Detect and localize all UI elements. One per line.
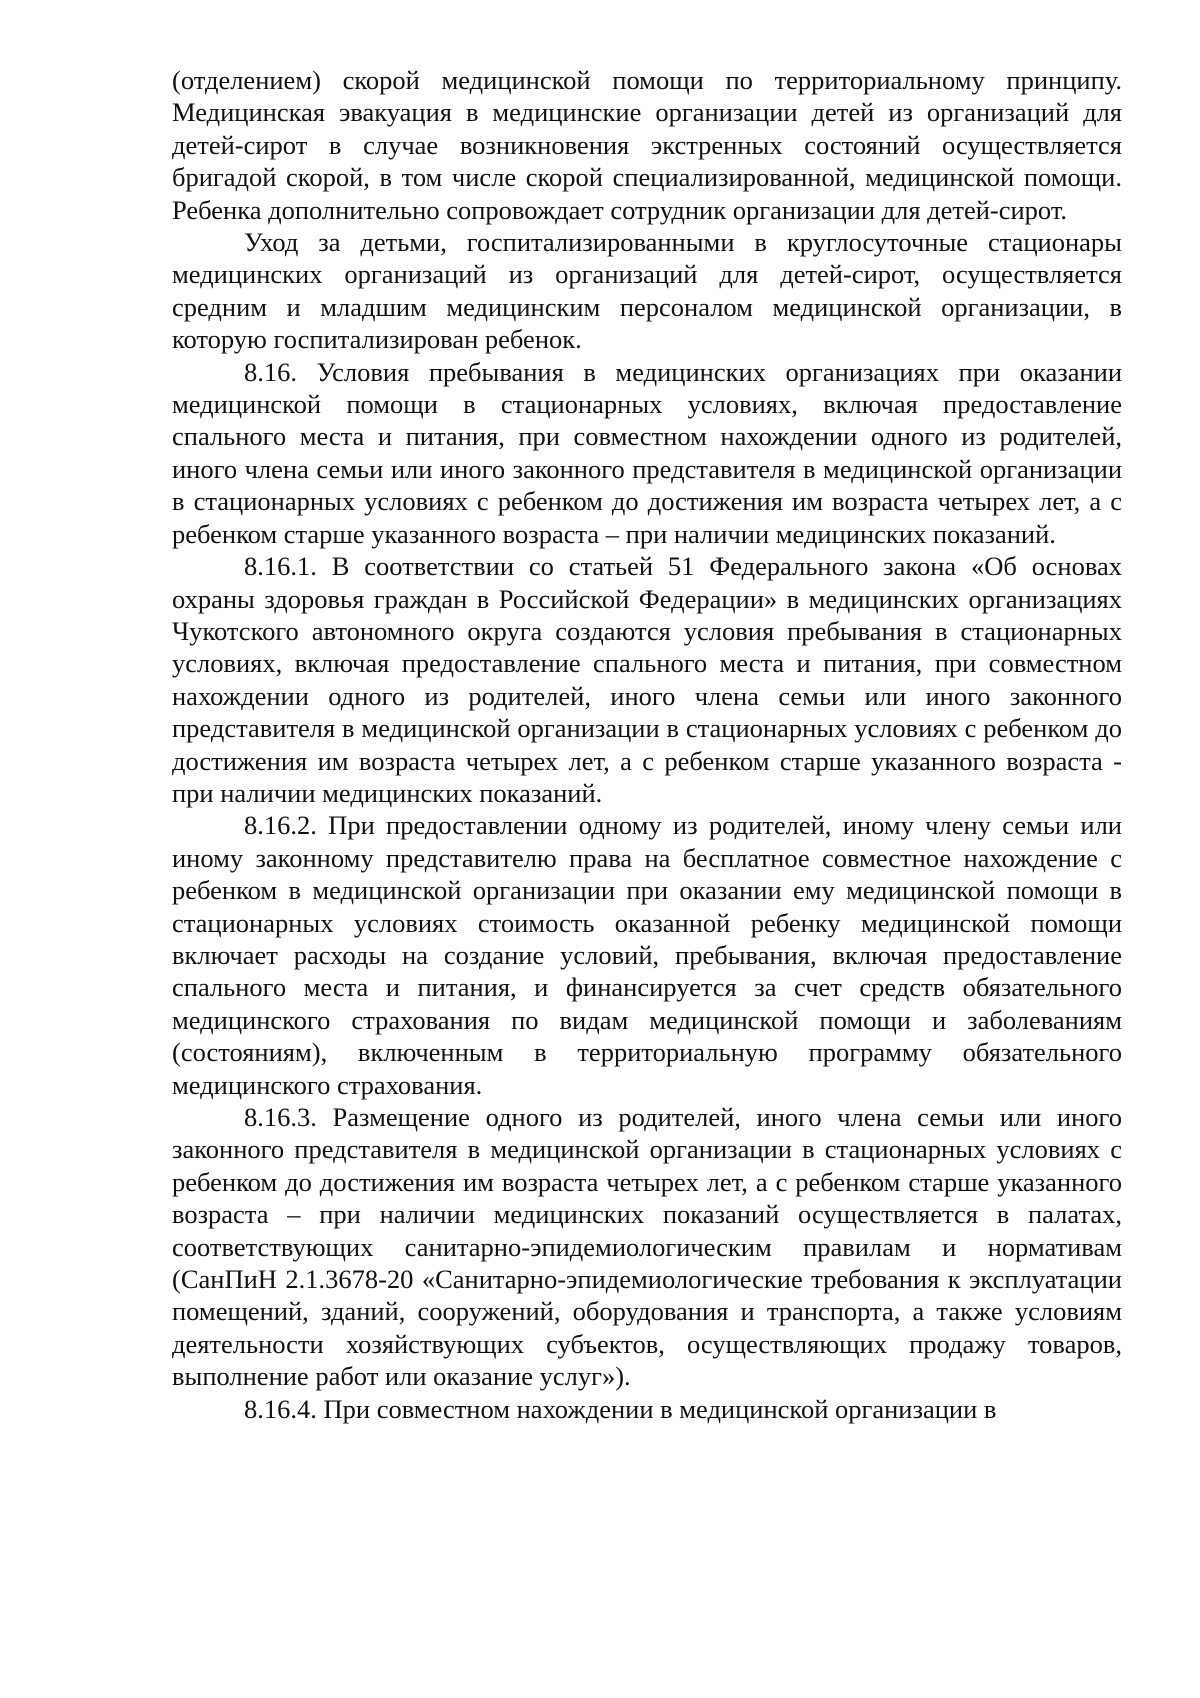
paragraph-8-16-4: 8.16.4. При совместном нахождении в медицинской организации в <box>244 1393 997 1424</box>
paragraph-8-16-1: 8.16.1. В соответствии со статьей 51 Федерального закона «Об основах охраны здоровья граждан в Российской Федерации» в медицинских организациях Чукотского автономного округа создаются условия пребывания в стационарных условиях, включая предоставление спального места и питания, при совместном нахождении одного из родителей, иного члена семьи или иного законного представителя в медицинской организации в стационарных условиях с ребенком до достижения им возраста четырех лет, а с ребенком старше указанного возраста - при наличии медицинских показаний. <box>172 551 1122 808</box>
paragraph-8-16-3: 8.16.3. Размещение одного из родителей, иного члена семьи или иного законного представителя в медицинской организации в стационарных условиях с ребенком до достижения им возраста четырех лет, а с ребенком старше указанного возраста – при наличии медицинских показаний осуществляется в палатах, соответствующих санитарно-эпидемиологическим правилам и нормативам (СанПиН 2.1.3678-20 «Санитарно-эпидемиологические требования к эксплуатации помещений, зданий, сооружений, оборудования и транспорта, а также условиям деятельности хозяйствующих субъектов, осуществляющих продажу товаров, выполнение работ или оказание услуг»). <box>172 1102 1122 1392</box>
paragraph-8-16-2: 8.16.2. При предоставлении одному из родителей, иному члену семьи или иному законному представителю права на бесплатное совместное нахождение с ребенком в медицинской организации при оказании ему медицинской помощи в стационарных условиях стоимость оказанной ребенку медицинской помощи включает расходы на создание условий, пребывания, включая предоставление спального места и питания, и финансируется за счет средств обязательного медицинского страхования по видам медицинской помощи и заболеваниям (состояниям), включенным в территориальную программу обязательного медицинского страхования. <box>172 810 1122 1100</box>
paragraph-8-16: 8.16. Условия пребывания в медицинских организациях при оказании медицинской помощи в стационарных условиях, включая предоставление спального места и питания, при совместном нахождении одного из родителей, иного члена семьи или иного законного представителя в медицинской организации в стационарных условиях с ребенком до достижения им возраста четырех лет, а с ребенком старше указанного возраста – при наличии медицинских показаний. <box>172 356 1122 549</box>
paragraph-ambulance-evacuation: (отделением) скорой медицинской помощи по территориальному принципу. Медицинская эвакуация в медицинские организации детей из организаций для детей-сирот в случае возникновения экстренных состояний осуществляется бригадой скорой, в том числе скорой специализированной, медицинской помощи. Ребенка дополнительно сопровождает сотрудник организации для детей-сирот. <box>172 65 1122 225</box>
paragraph-orphan-care: Уход за детьми, госпитализированными в круглосуточные стационары медицинских организаций из организаций для детей-сирот, осуществляется средним и младшим медицинским персоналом медицинской организации, в которую госпитализирован ребенок. <box>172 227 1122 355</box>
document-page <box>172 64 1122 1425</box>
